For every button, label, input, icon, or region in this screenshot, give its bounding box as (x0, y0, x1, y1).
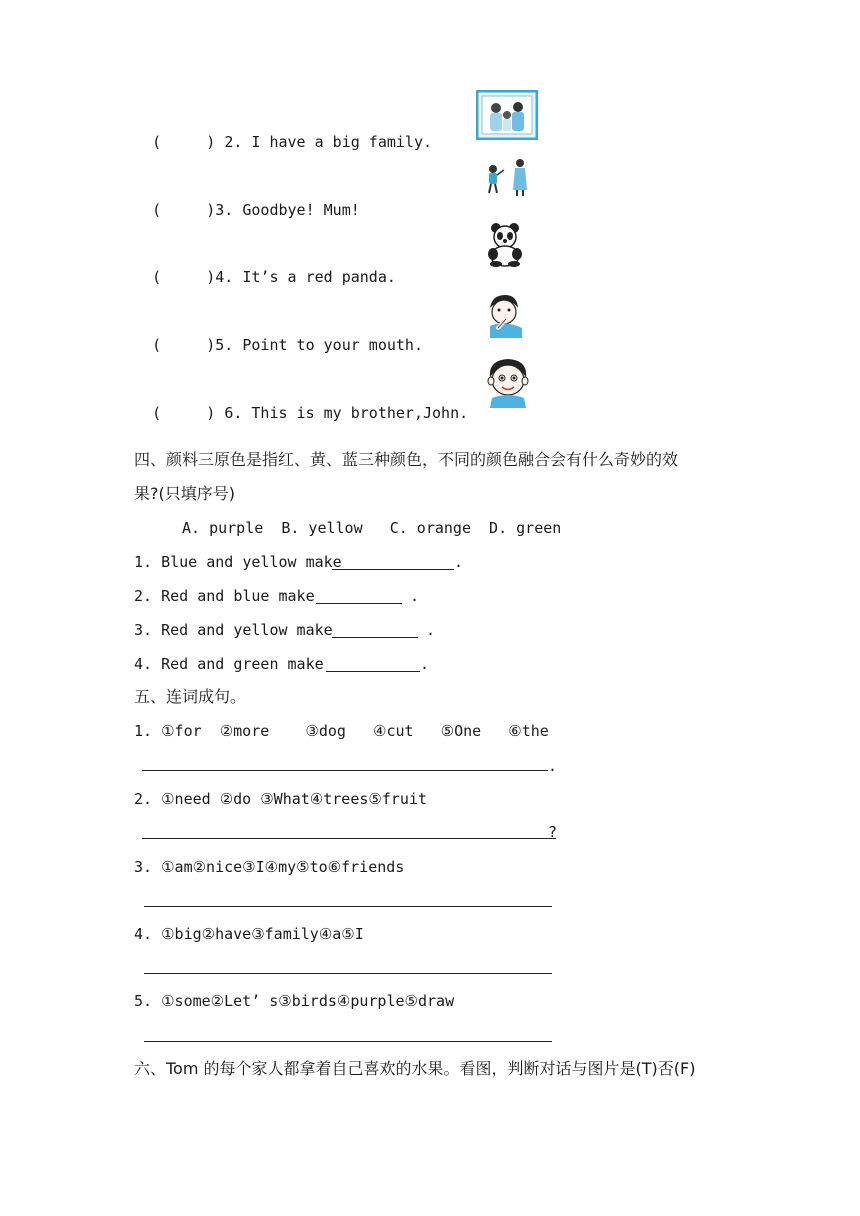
answer-blank-4-4[interactable] (326, 671, 420, 672)
boy-waving-goodbye-to-mum-image (484, 158, 532, 198)
boy-pointing-to-mouth-image (484, 292, 526, 340)
question-4-1: 1. Blue and yellow make (134, 553, 342, 571)
answer-parentheses[interactable]: ( ) (152, 336, 216, 354)
answer-parentheses[interactable]: ( ) (152, 404, 216, 422)
section-6-heading: 六、Tom 的每个家人都拿着自己喜欢的水果。看图，判断对话与图片是(T)否(F) (134, 1059, 696, 1078)
item-number: 2. (224, 133, 243, 151)
question-4-4: 4. Red and green make (134, 655, 324, 673)
item-number: 6. (224, 404, 243, 422)
question-5-2: 2. ①need ②do ③What④trees⑤fruit (134, 790, 428, 808)
item-2-line (134, 112, 432, 152)
question-5-5: 5. ①some②Let’ s③birds④purple⑤draw (134, 992, 455, 1010)
item-text: It’s a red panda. (242, 268, 396, 286)
item-text: I have a big family. (251, 133, 433, 151)
color-options: A. purple B. yellow C. orange D. green (182, 519, 562, 537)
answer-line-5-4[interactable] (144, 973, 552, 974)
answer-line-5-3[interactable] (144, 906, 552, 907)
question-mark: ? (548, 823, 558, 841)
question-4-3: 3. Red and yellow make (134, 621, 333, 639)
question-5-3: 3. ①am②nice③I④my⑤to⑥friends (134, 858, 405, 876)
item-5-line (134, 315, 423, 355)
answer-blank-4-3[interactable] (332, 637, 418, 638)
answer-parentheses[interactable]: ( ) (152, 268, 216, 286)
answer-parentheses[interactable]: ( ) (152, 133, 216, 151)
item-number: 5. (215, 336, 234, 354)
period: . (454, 553, 464, 571)
boy-face-image (484, 356, 532, 408)
question-5-4: 4. ①big②have③family④a⑤I (134, 925, 364, 943)
item-3-line (134, 180, 360, 220)
item-6-line (134, 383, 468, 423)
answer-line-5-2[interactable] (142, 838, 556, 839)
item-text: Point to your mouth. (242, 336, 423, 354)
answer-blank-4-1[interactable] (332, 569, 454, 570)
question-5-1: 1. ①for ②more ③dog ④cut ⑤One ⑥the (134, 722, 549, 740)
section-4-heading-line-1: 四、颜料三原色是指红、黄、蓝三种颜色，不同的颜色融合会有什么奇妙的效 (134, 450, 679, 469)
answer-line-5-1[interactable] (142, 770, 548, 771)
item-text: This is my brother,John. (251, 404, 469, 422)
question-4-2: 2. Red and blue make (134, 587, 315, 605)
item-number: 3. (215, 201, 234, 219)
period: . (426, 621, 436, 639)
section-4-heading-line-2: 果?(只填序号) (134, 484, 235, 503)
item-text: Goodbye! Mum! (242, 201, 360, 219)
family-photo-frame-image (476, 90, 538, 140)
panda-image (484, 220, 526, 268)
answer-parentheses[interactable]: ( ) (152, 201, 216, 219)
period: . (548, 757, 558, 775)
period: . (410, 587, 420, 605)
answer-blank-4-2[interactable] (316, 603, 402, 604)
period: . (420, 655, 430, 673)
item-4-line (134, 247, 396, 287)
answer-line-5-5[interactable] (144, 1041, 552, 1042)
section-5-heading: 五、连词成句。 (134, 687, 247, 706)
item-number: 4. (215, 268, 234, 286)
